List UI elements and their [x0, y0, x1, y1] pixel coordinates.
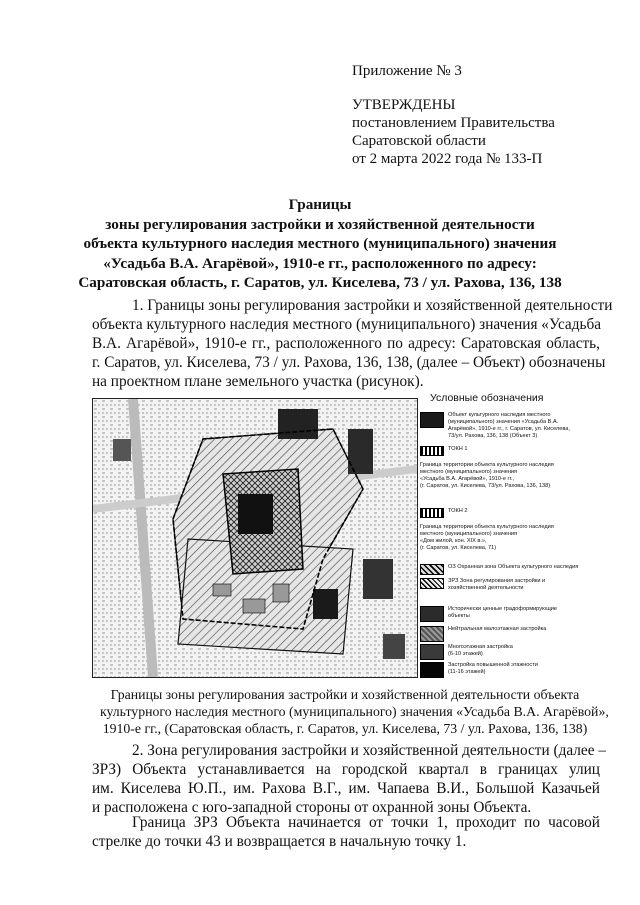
legend-item-boundary-2 — [420, 524, 554, 552]
legend-text: Объект культурного наследия местного — [448, 412, 551, 418]
legend-item-tokn1 — [420, 446, 467, 456]
appendix-label: Приложение № 3 — [352, 63, 462, 79]
legend-swatch — [420, 446, 444, 456]
title-line: Границы — [288, 196, 352, 213]
legend-item-historic — [420, 606, 557, 622]
approval-block — [352, 62, 555, 168]
paragraph-line: 2. Зона регулирования застройки и хозяйственной деятельности (далее – — [132, 742, 606, 759]
legend-text: (11-16 этажей) — [448, 669, 486, 675]
legend-text: Многоэтажная застройка — [448, 644, 513, 650]
legend-text: Граница территории объекта культурного наследия — [420, 524, 554, 530]
legend-text: «Дом жилой, кон. XIX в.», — [420, 538, 487, 544]
legend-swatch — [420, 644, 444, 660]
legend-swatch — [420, 412, 444, 428]
paragraph-line: ЗРЗ) Объекта устанавливается на городской квартал в границах улиц — [92, 761, 600, 778]
legend-title: Условные обозначения — [430, 392, 544, 404]
site-plan-map — [92, 398, 418, 678]
legend-swatch — [420, 606, 444, 622]
approval-line-1: постановлением Правительства — [352, 115, 555, 131]
caption-line: культурного наследия местного (муниципального) значения «Усадьба В.А. Агарёвой», — [100, 704, 609, 719]
legend-swatch — [420, 626, 444, 642]
legend-text: Нейтральная малоэтажная застройка — [448, 626, 547, 632]
legend-text: ТОКН 1 — [448, 446, 468, 452]
title-line: объекта культурного наследия местного (муниципального) значения — [83, 235, 557, 252]
legend-text: ОЗ Охранная зона Объекта культурного наследия — [448, 564, 579, 570]
legend-item-zrz — [420, 578, 545, 592]
paragraph-line: им. Киселева Ю.П., им. Рахова В.Г., им. Чапаева В.И., Большой Казачьей — [92, 780, 600, 797]
legend-item-oz — [420, 564, 578, 575]
legend-swatch — [420, 508, 444, 518]
legend-text: местного (муниципального) значения — [420, 469, 518, 475]
legend-swatch — [420, 578, 444, 589]
caption-line: 1910-е гг., (Саратовская область, г. Саратов, ул. Киселева, 73 / ул. Рахова, 136, 138) — [102, 721, 588, 736]
legend-text: (г. Саратов, ул. Киселева, 73/ул. Рахова, 136, 138) — [420, 483, 551, 489]
title-line: Саратовская область, г. Саратов, ул. Киселева, 73 / ул. Рахова, 136, 138 — [78, 274, 562, 291]
legend-text: Исторически ценные градоформирующие — [448, 606, 558, 612]
legend-swatch — [420, 564, 444, 575]
caption-line: Границы зоны регулирования застройки и хозяйственной деятельности объекта — [110, 687, 580, 702]
approved-label: УТВЕРЖДЕНЫ — [352, 97, 456, 113]
legend-item-multistorey — [420, 644, 513, 660]
document-title — [40, 195, 600, 293]
figure-caption — [100, 686, 609, 737]
legend-text: Агарёвой», 1910-е гг., г. Саратов, ул. Киселева, — [448, 426, 570, 432]
paragraph-line: Граница ЗРЗ Объекта начинается от точки 1, проходит по часовой — [132, 814, 600, 831]
paragraph-3 — [92, 813, 600, 851]
legend-item-tokn2 — [420, 508, 467, 518]
legend-text: Граница территории объекта культурного наследия — [420, 462, 554, 468]
paragraph-2 — [92, 741, 606, 817]
paragraph-line: на проектном плане земельного участка (рисунок). — [92, 373, 424, 390]
title-line: «Усадьба В.А. Агарёвой», 1910-е гг., расположенного по адресу: — [103, 254, 537, 272]
legend-text: местного (муниципального) значения — [420, 531, 518, 537]
legend-text: Застройка повышенной этажности — [448, 662, 538, 668]
legend-item-boundary-1 — [420, 462, 554, 490]
legend-text: хозяйственной деятельности — [448, 585, 524, 591]
paragraph-line: В.А. Агарёвой», 1910-е гг., расположенного по адресу: Саратовская область, — [92, 335, 600, 352]
approval-line-2: Саратовской области — [352, 133, 486, 149]
legend-text: объекты — [448, 613, 470, 619]
legend-text: (г. Саратов, ул. Киселева, 71) — [420, 545, 497, 551]
paragraph-line: объекта культурного наследия местного (муниципального) значения «Усадьба — [92, 316, 602, 333]
paragraph-line: 1. Границы зоны регулирования застройки и хозяйственной деятельности — [132, 297, 613, 314]
legend-text: «Усадьба В.А. Агарёвой», 1910-е гг., — [420, 476, 515, 482]
paragraph-line: г. Саратов, ул. Киселева, 73 / ул. Рахова, 136, 138, (далее – Объект) обозначены — [92, 354, 606, 371]
paragraph-line: стрелке до точки 43 и возвращается в начальную точку 1. — [92, 833, 467, 850]
legend-swatch — [420, 662, 444, 678]
legend-text: (муниципального) значения «Усадьба В.А. — [448, 419, 559, 425]
paragraph-1 — [92, 296, 613, 391]
legend-text: (6-10 этажей) — [448, 651, 483, 657]
legend-item-neutral — [420, 626, 546, 642]
paragraph-line: и расположена с юго-западной стороны от охранной зоны Объекта. — [92, 799, 532, 816]
legend-item-highrise — [420, 662, 538, 678]
legend-item-object — [420, 412, 570, 440]
approval-line-3: от 2 марта 2022 года № 133-П — [352, 151, 543, 167]
legend-text: ЗРЗ Зона регулирования застройки и — [448, 578, 546, 584]
legend-text: ТОКН 2 — [448, 508, 468, 514]
title-line: зоны регулирования застройки и хозяйственной деятельности — [105, 215, 535, 233]
legend-text: 73/ул. Рахова, 136, 138 (Объект 3) — [448, 433, 538, 439]
map-drawing — [93, 399, 417, 677]
map-legend — [420, 392, 600, 678]
